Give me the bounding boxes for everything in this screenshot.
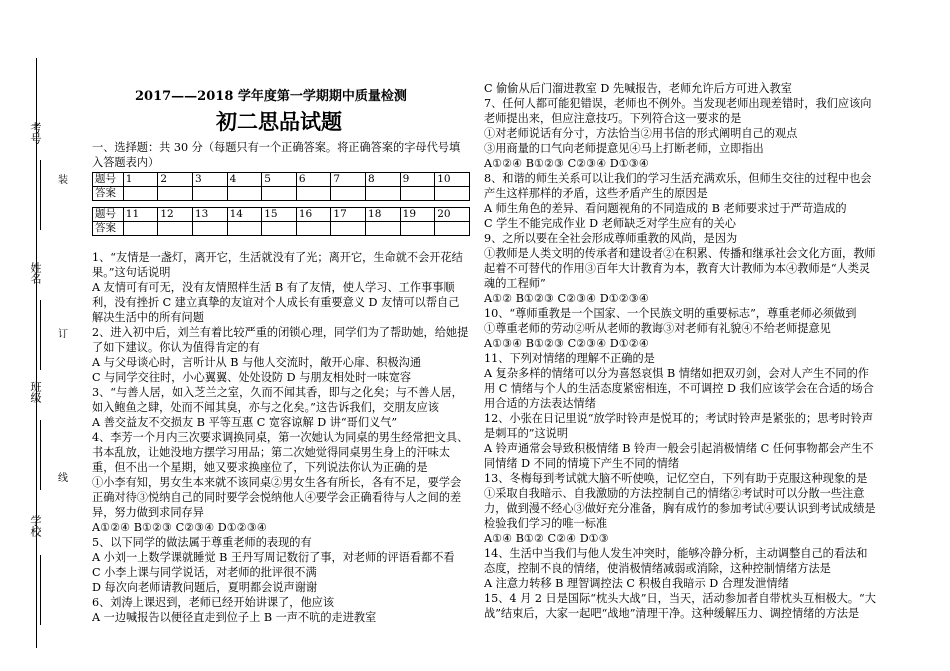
- table-cell-number: 10: [435, 173, 470, 187]
- question-line: A 铃声通常会导致积极情绪 B 铃声一般会引起消极情绪 C 任何事物都会产生不同情绪 D 不同的情境下产生不同的情绪: [484, 442, 874, 470]
- question-line: 10、“尊师重教是一个国家、一个民族文明的重要标志”，尊重老师必须做到: [484, 307, 857, 320]
- table-cell-number: 20: [435, 208, 470, 222]
- answer-blank[interactable]: [366, 222, 401, 236]
- answer-blank[interactable]: [192, 222, 227, 236]
- question-line: ①尊重老师的劳动②听从老师的教诲③对老师有礼貌④不给老师提意见: [484, 322, 831, 335]
- answer-table-row: [93, 222, 470, 236]
- table-cell-number: 13: [192, 208, 227, 222]
- table-cell-number: 7: [331, 173, 366, 187]
- table-cell-label: 答案: [93, 187, 124, 201]
- answer-blank[interactable]: [158, 187, 193, 201]
- answer-blank[interactable]: [123, 187, 158, 201]
- question-line: 2、进入初中后，刘兰有着比较严重的闭锁心理，同学们为了帮助她，给她提了如下建议。你认为值得肯定的有: [92, 326, 469, 354]
- question-line: A 注意力转移 B 理智调控法 C 积极自我暗示 D 合理发泄情绪: [484, 577, 789, 590]
- question-line: A 师生角色的差异、看问题视角的不同造成的 B 老师要求过于严苛造成的: [484, 202, 847, 215]
- table-cell-number: 18: [366, 208, 401, 222]
- table-gap-cell: [93, 201, 470, 208]
- answer-blank[interactable]: [262, 187, 297, 201]
- label-class: 班级: [29, 381, 42, 403]
- question-line: 1、“友情是一盏灯，离开它，生活就没有了光；离开它，生命就不会开花结果。”这句话说明: [92, 251, 463, 279]
- fill-line-exam-number: [40, 160, 41, 230]
- label-name: 姓名: [29, 262, 42, 284]
- table-cell-number: 14: [227, 208, 262, 222]
- question-line: A①③④ B①②③ C②③④ D①②④: [484, 337, 649, 350]
- question-line: ①采取自我暗示、自我激励的方法控制自己的情绪②考试时可以分散一些注意力，做到漫不经心③做好充分准备，胸有成竹的参加考试④要认识到考试成绩是检验我们学习的唯一标准: [484, 487, 876, 530]
- binding-mark-zhuang: 装: [58, 175, 68, 186]
- table-cell-number: 6: [296, 173, 331, 187]
- fill-line-school: [40, 555, 41, 625]
- table-cell-number: 1: [123, 173, 158, 187]
- binding-margin: [0, 0, 92, 671]
- question-line: A 友情可有可无，没有友情照样生活 B 有了友情，使人学习、工作事事顺利，没有挫折 C 建立真挚的友谊对个人成长有重要意义 D 友情可以帮自己解决生活中的所有问题: [92, 281, 460, 324]
- answer-blank[interactable]: [400, 222, 435, 236]
- exam-title: 2017——2018 学年度第一学期期中质量检测: [135, 89, 407, 104]
- question-line: A 与父母谈心时，言听计从 B 与他人交流时，敞开心扉、积极沟通: [92, 356, 422, 369]
- table-cell-label: 题号: [93, 173, 124, 187]
- fill-line-class: [40, 420, 41, 490]
- table-cell-number: 11: [123, 208, 158, 222]
- binding-mark-ding: 订: [58, 329, 68, 340]
- answer-blank[interactable]: [296, 222, 331, 236]
- table-cell-number: 8: [366, 173, 401, 187]
- table-cell-label: 答案: [93, 222, 124, 236]
- question-line: 6、刘涛上课迟到，老师已经开始讲课了，他应该: [92, 596, 335, 609]
- answer-blank[interactable]: [435, 187, 470, 201]
- table-cell-number: 19: [400, 208, 435, 222]
- question-line: A 小刘一上数学课就睡觉 B 王丹写周记数衍了事，对老师的评语看都不看: [92, 551, 455, 564]
- label-exam-number: 考号: [29, 122, 42, 144]
- table-cell-number: 17: [331, 208, 366, 222]
- question-line: C 与同学交往时，小心翼翼、处处设防 D 与朋友相处时一味宽容: [92, 371, 412, 384]
- question-line: 4、李芳一个月内三次要求调换同桌，第一次她认为同桌的男生经常把文具、书本乱放，让她没地方摆学习用品；第二次她觉得同桌男生身上的汗味太重，但不出一个星期，她又要求换座位了，下列说法你认为正确的是: [92, 431, 469, 474]
- answer-blank[interactable]: [227, 222, 262, 236]
- question-line: ①教师是人类文明的传承者和建设者②在积累、传播和继承社会文化方面，教师起着不可替代的作用③百年大计教育为本，教育大计教师为本④教师是“人类灵魂的工程师”: [484, 247, 876, 290]
- table-cell-number: 4: [227, 173, 262, 187]
- question-line: 3、“与善人居，如入芝兰之室，久而不闻其香，即与之化矣；与不善人居，如入鲍鱼之肆，处而不闻其臭，亦与之化矣。”这告诉我们，交朋友应该: [92, 386, 463, 414]
- question-line: A①②④ B①②③ C②③④ D①②③④: [92, 521, 267, 534]
- table-gap: [93, 201, 470, 208]
- question-line: 12、小张在日记里说“放学时铃声是悦耳的；考试时铃声是紧张的；思考时铃声是刺耳的”这说明: [484, 412, 874, 440]
- question-line: A①④ B①② C②④ D①③: [484, 532, 609, 545]
- answer-blank[interactable]: [331, 222, 366, 236]
- question-line: A①②④ B①②③ C②③④ D①③④: [484, 157, 649, 170]
- question-line: 7、任何人都可能犯错误，老师也不例外。当发现老师出现差错时，我们应该向老师提出来，但应注意技巧。下列符合这一要求的是: [484, 97, 872, 125]
- answer-table-row: [93, 208, 470, 222]
- answer-blank[interactable]: [296, 187, 331, 201]
- answer-blank[interactable]: [400, 187, 435, 201]
- table-cell-number: 16: [296, 208, 331, 222]
- section-instruction: 一、选择题：共 30 分（每题只有一个正确答案。将正确答案的字母代号填入答题表内）: [92, 141, 461, 169]
- answer-table-row: [93, 173, 470, 187]
- question-line: 13、冬梅每到考试就大脑不听使唤，记忆空白，下列有助于克服这种现象的是: [484, 472, 868, 485]
- binding-mark-xian: 线: [58, 473, 68, 484]
- table-cell-label: 题号: [93, 208, 124, 222]
- table-cell-number: 2: [158, 173, 193, 187]
- table-cell-number: 3: [192, 173, 227, 187]
- answer-table-row: [93, 187, 470, 201]
- fill-line-name: [40, 300, 41, 370]
- answer-blank[interactable]: [227, 187, 262, 201]
- question-line: A 一边喊报告以便径直走到位子上 B 一声不吭的走进教室: [92, 611, 377, 624]
- question-line: ①小李有知，男女生本来就不该同桌②男女生各有所长，各有不足，要学会正确对待③悦纳自己的同时要学会悦纳他人④要学会正确看待与人之间的差异，努力做到求同存异: [92, 476, 462, 519]
- question-line: 8、和谐的师生关系可以让我们的学习生活充满欢乐，但师生交往的过程中也会产生这样那样的矛盾，这些矛盾产生的原因是: [484, 172, 872, 200]
- answer-blank[interactable]: [366, 187, 401, 201]
- table-cell-number: 12: [158, 208, 193, 222]
- label-school: 学校: [29, 515, 42, 537]
- question-line: 9、之所以要在全社会形成尊师重教的风尚，是因为: [484, 232, 738, 245]
- answer-blank[interactable]: [262, 222, 297, 236]
- question-line: ①对老师说话有分寸，方法恰当②用书信的形式阐明自己的观点: [484, 127, 798, 140]
- question-line: C 学生不能完成作业 D 老师缺乏对学生应有的关心: [484, 217, 736, 230]
- questions-left: [92, 250, 470, 625]
- table-cell-number: 5: [262, 173, 297, 187]
- question-line: C 偷偷从后门溜进教室 D 先喊报告，老师允许后方可进入教室: [484, 82, 792, 95]
- answer-blank[interactable]: [158, 222, 193, 236]
- table-cell-number: 9: [400, 173, 435, 187]
- question-line: 14、生活中当我们与他人发生冲突时，能够冷静分析，主动调整自己的看法和态度，控制不良的情绪，使消极情绪减弱或消除，这种控制情绪方法是: [484, 547, 868, 575]
- answer-blank[interactable]: [435, 222, 470, 236]
- answer-table: [92, 172, 470, 236]
- questions-right: [484, 81, 876, 621]
- question-line: A 善交益友不交损友 B 平等互惠 C 宽容谅解 D 讲“哥们义气”: [92, 416, 398, 429]
- question-line: 15、4 月 2 日是国际“枕头大战”日，当天，活动参加者自带枕头互相极大。“大战”结束后，大家一起吧“战地”清理干净。这种缓解压力、调控情绪的方法是: [484, 592, 876, 620]
- answer-blank[interactable]: [192, 187, 227, 201]
- question-line: D 每次向老师请教问题后，夏明都会说声谢谢: [92, 581, 318, 594]
- table-cell-number: 15: [262, 208, 297, 222]
- question-line: A 复杂多样的情绪可以分为喜怒哀惧 B 情绪如把双刃剑，会对人产生不同的作用 C 情绪与个人的生活态度紧密相连，不可调控 D 我们应该学会在合适的场合用合适的方法表达情绪: [484, 367, 874, 410]
- question-line: ③用商量的口气向老师提意见④马上打断老师，立即指出: [484, 142, 764, 155]
- subject-title: 初二思品试题: [216, 109, 342, 134]
- answer-blank[interactable]: [331, 187, 366, 201]
- binding-line: [36, 58, 37, 648]
- question-line: 11、下列对情绪的理解不正确的是: [484, 352, 655, 365]
- question-line: 5、以下同学的做法属于尊重老师的表现的有: [92, 536, 312, 549]
- question-line: C 小李上课与同学说话，对老师的批评很不满: [92, 566, 317, 579]
- answer-blank[interactable]: [123, 222, 158, 236]
- question-line: A①② B①②③ C②③④ D①②③④: [484, 292, 649, 305]
